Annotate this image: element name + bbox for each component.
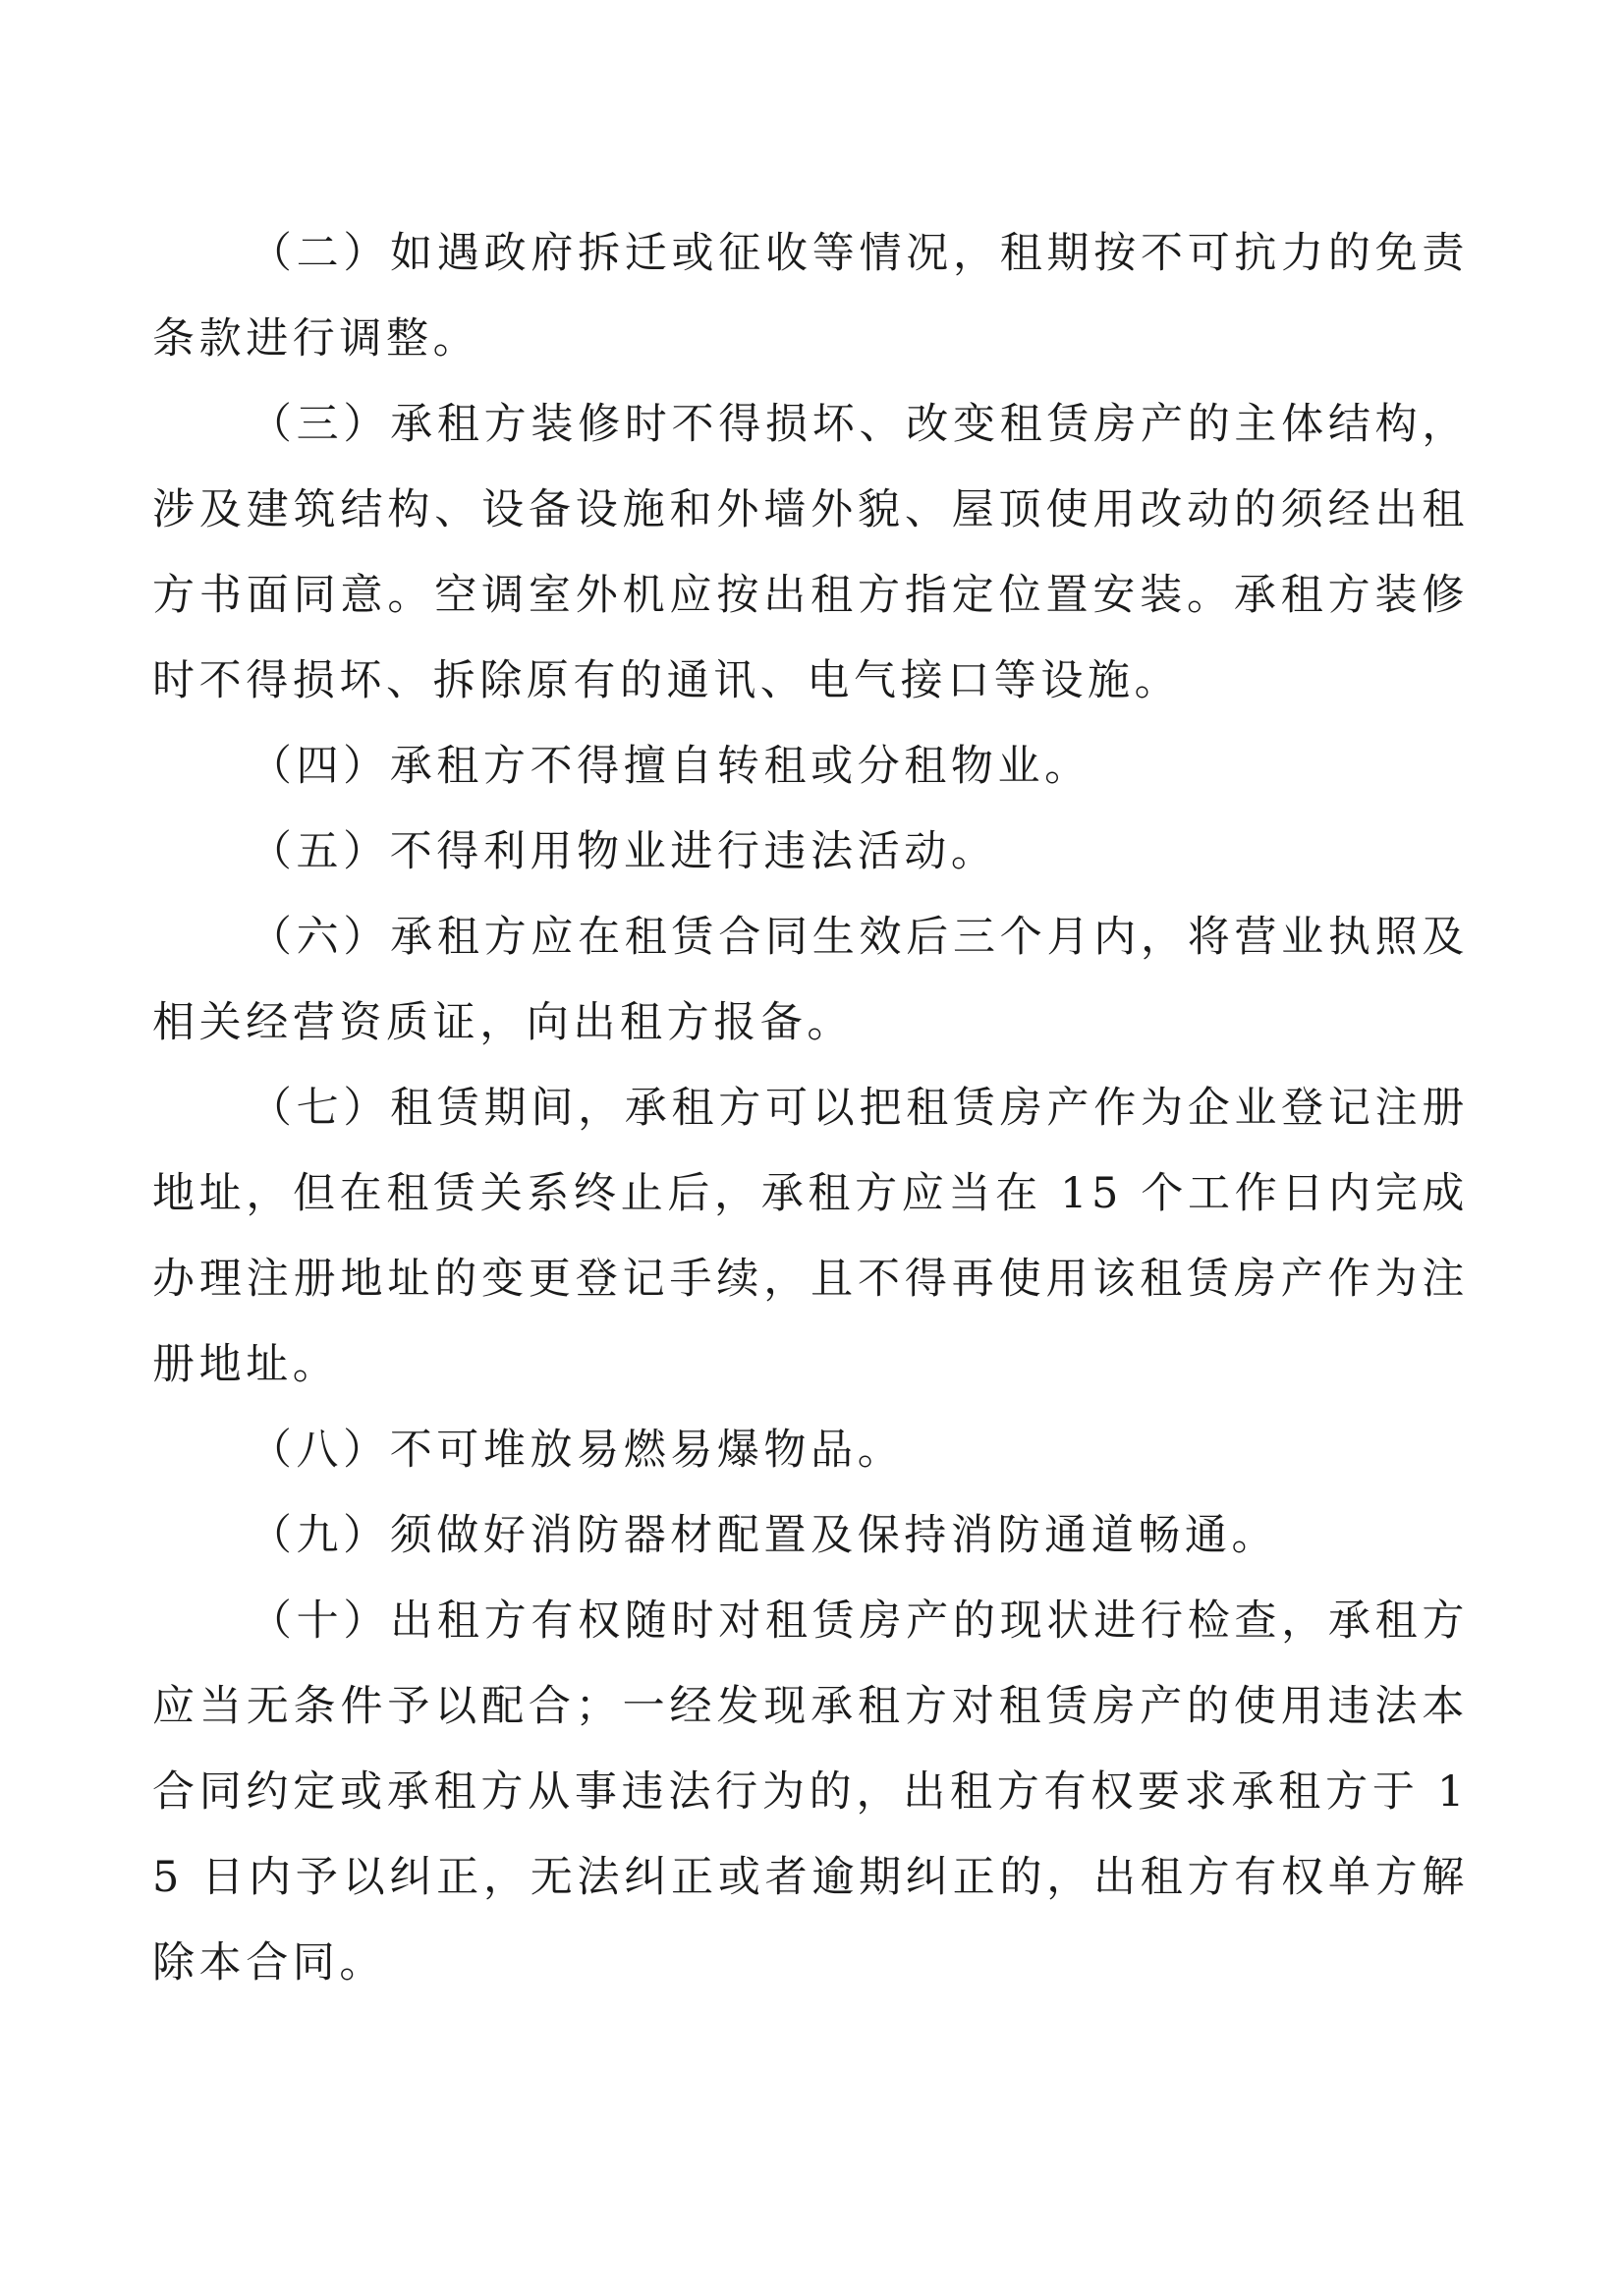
clause-5: （五）不得利用物业进行违法活动。 <box>249 827 998 876</box>
clause-9: （九）须做好消防器材配置及保持消防通道畅通。 <box>249 1511 1279 1560</box>
clause-2: （二）如遇政府拆迁或征收等情况，租期按不可抗力的免责条款进行调整。 <box>152 229 1469 364</box>
clause-8: （八）不可堆放易燃易爆物品。 <box>249 1426 905 1475</box>
clause-3: （三）承租方装修时不得损坏、改变租赁房产的主体结构，涉及建筑结构、设备设施和外墙外貌、屋顶使用改动的须经出租方书面同意。空调室外机应按出租方指定位置安装。承租方装修时不得损坏、拆除原有的通讯、电气接口等设施。 <box>152 400 1469 705</box>
document-body <box>152 211 1469 2006</box>
clause-6: （六）承租方应在租赁合同生效后三个月内，将营业执照及相关经营资质证，向出租方报备。 <box>152 913 1469 1047</box>
clause-4: （四）承租方不得擅自转租或分租物业。 <box>249 742 1091 791</box>
clause-10: （十）出租方有权随时对租赁房产的现状进行检查，承租方应当无条件予以配合；一经发现承租方对租赁房产的使用违法本合同约定或承租方从事违法行为的，出租方有权要求承租方于 15 日内予以纠正，无法纠正或者逾期纠正的，出租方有权单方解除本合同。 <box>152 1596 1469 1988</box>
clause-7: （七）租赁期间，承租方可以把租赁房产作为企业登记注册地址，但在租赁关系终止后，承租方应当在 15 个工作日内完成办理注册地址的变更登记手续，且不得再使用该租赁房产作为注册地址。 <box>152 1084 1469 1389</box>
